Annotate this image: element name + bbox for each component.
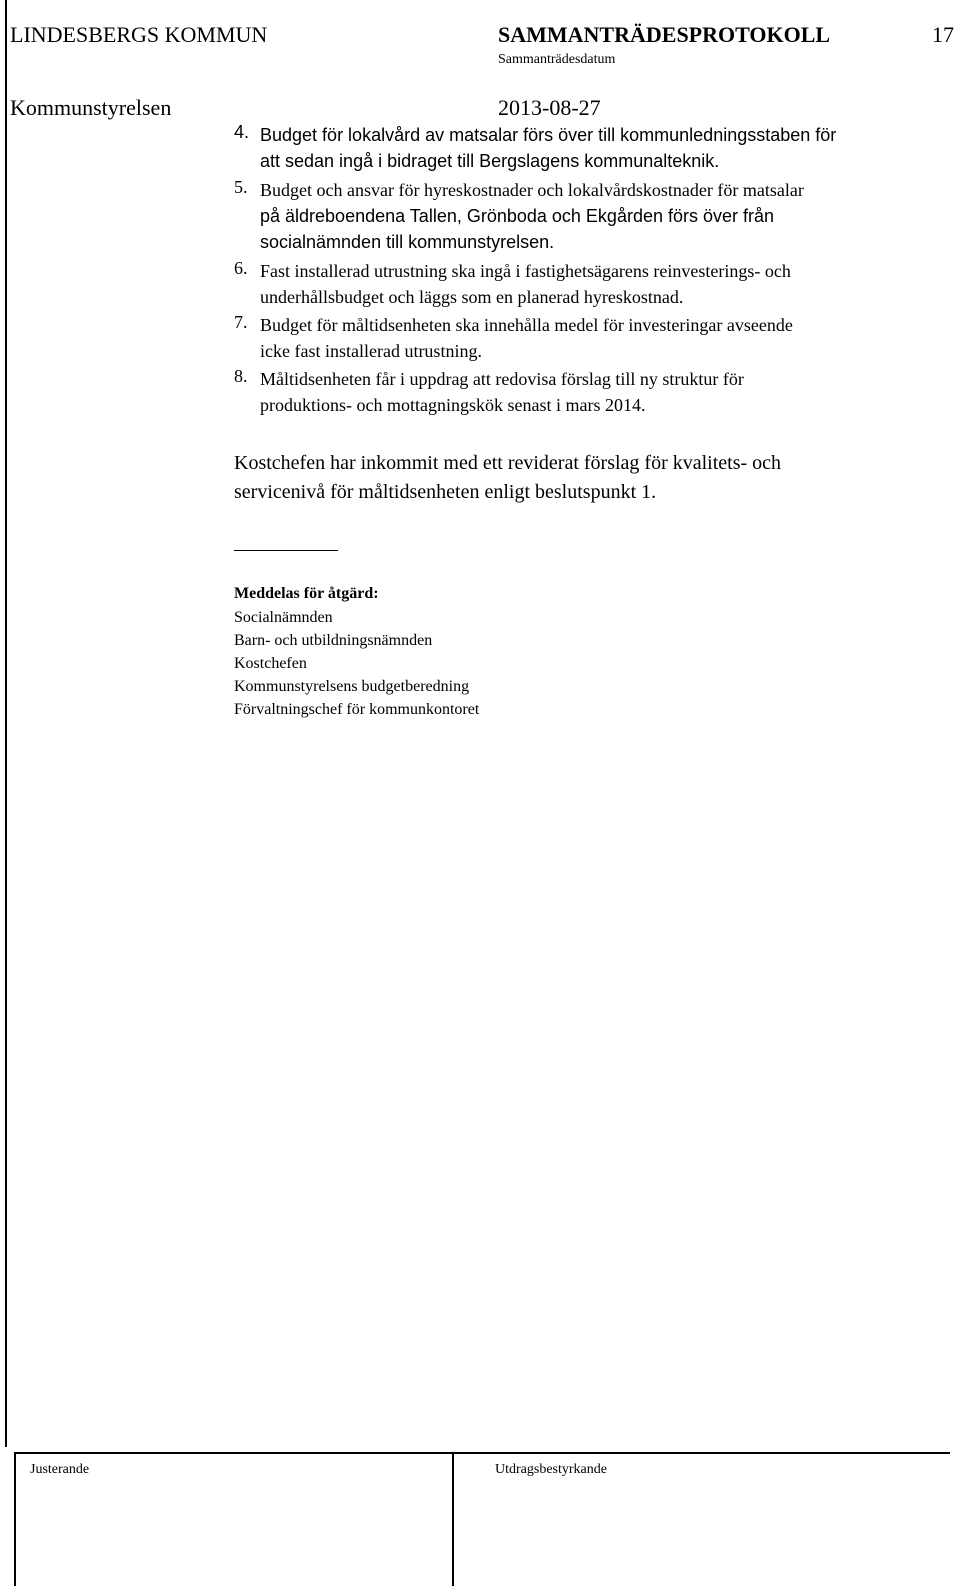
distribution-heading: Meddelas för åtgärd: [234,585,379,602]
item-line: underhållsbudget och läggs som en planerad hyreskostnad. [260,287,684,307]
item-number: 8. [234,366,248,386]
item-line: Fast installerad utrustning ska ingå i fastighetsägarens reinvesterings- och [260,261,791,281]
meeting-date: 2013-08-27 [498,95,601,120]
item-line: produktions- och mottagningskök senast i mars 2014. [260,395,646,415]
item-line: Budget och ansvar för hyreskostnader och lokalvårdskostnader för matsalar [260,180,804,200]
footer-middle-rule [452,1452,454,1586]
body-paragraph [234,449,781,507]
page-number: 17 [932,22,954,47]
item-line: Budget för måltidsenheten ska innehålla medel för investeringar avseende [260,315,793,335]
footer-utdragsbestyrkande-label: Utdragsbestyrkande [495,1462,607,1477]
meeting-date-label: Sammanträdesdatum [498,52,616,67]
item-line: icke fast installerad utrustning. [260,341,482,361]
item-number: 4. [234,122,250,142]
recipient: Kostchefen [234,655,307,672]
committee-name: Kommunstyrelsen [10,95,172,120]
paragraph-line: servicenivå för måltidsenheten enligt beslutspunkt 1. [234,481,657,503]
item-number: 7. [234,312,248,332]
item-line: på äldreboendena Tallen, Grönboda och Ekgården förs över från [260,206,775,226]
footer-justerande-label: Justerande [30,1462,90,1477]
item-number: 6. [234,258,248,278]
recipient: Barn- och utbildningsnämnden [234,632,433,649]
section-separator [234,550,338,551]
organization-name: LINDESBERGS KOMMUN [10,22,268,47]
recipient: Socialnämnden [234,609,333,626]
recipient: Förvaltningschef för kommunkontoret [234,701,480,718]
left-margin-rule [5,0,7,1447]
item-line: socialnämnden till kommunstyrelsen. [260,232,555,252]
document-type-title: SAMMANTRÄDESPROTOKOLL [498,22,831,47]
recipient: Kommunstyrelsens budgetberedning [234,678,470,695]
item-number: 5. [234,177,248,197]
distribution-list [234,582,479,721]
item-line: Måltidsenheten får i uppdrag att redovisa förslag till ny struktur för [260,369,744,389]
item-line: Budget för lokalvård av matsalar förs över till kommunledningsstaben för [260,125,837,145]
item-line: att sedan ingå i bidraget till Bergslagens kommunalteknik. [260,151,720,171]
footer-top-rule [14,1452,950,1454]
paragraph-line: Kostchefen har inkommit med ett reviderat förslag för kvalitets- och [234,452,782,474]
footer-left-rule [14,1452,16,1586]
